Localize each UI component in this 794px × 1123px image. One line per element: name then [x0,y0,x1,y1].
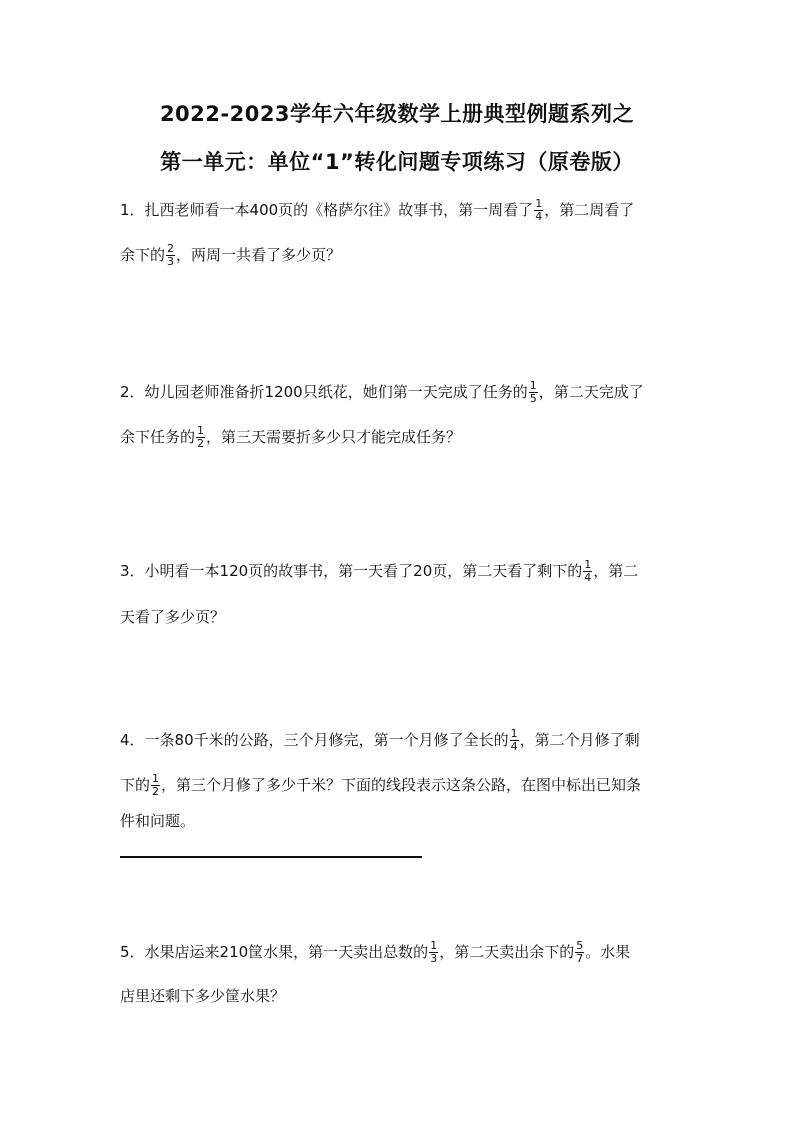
question-5-line-1: 5．水果店运来210筐水果，第一天卖出总数的 $\frac{1}{3}$ ，第二天卖出余下的 $\frac{5}{7}$ 。水果 [120,939,631,965]
question-5-line-2: 店里还剩下多少筐水果？ [120,987,286,1005]
question-2-line-1: 2．幼儿园老师准备折1200只纸花，她们第一天完成了任务的 $\frac{1}{5}$ ，第二天完成了 [120,379,644,405]
fraction: $\frac{5}{7}$ [576,939,584,965]
question-1-line-1: 1．扎西老师看一本400页的《格萨尔往》故事书，第一周看了 $\frac{1}{4}$ ，第二周看了 [120,197,635,223]
question-4-line-3: 件和问题。 [120,812,196,830]
question-4-line-1: 4．一条80千米的公路，三个月修完，第一个月修了全长的 $\frac{1}{4}$ ，第二个月修了剩 [120,727,640,753]
fraction: $\frac{1}{2}$ [152,772,160,798]
fraction: $\frac{2}{3}$ [167,242,175,268]
page-subtitle: 第一单元：单位“1”转化问题专项练习（原卷版） [160,150,634,174]
fraction: $\frac{1}{3}$ [430,939,438,965]
question-3-line-2: 天看了多少页？ [120,608,226,626]
question-1-line-2: 余下的 $\frac{2}{3}$ ，两周一共看了多少页？ [120,242,342,268]
fraction: $\frac{1}{4}$ [584,558,592,584]
road-line-segment [120,856,422,858]
fraction: $\frac{1}{2}$ [197,424,205,450]
page-title: 2022-2023学年六年级数学上册典型例题系列之 [159,102,635,126]
question-4-line-2: 下的 $\frac{1}{2}$ ，第三个月修了多少千米？下面的线段表示这条公路，在图中标出已知条 [120,772,642,798]
question-2-line-2: 余下任务的 $\frac{1}{2}$ ，第三天需要折多少只才能完成任务？ [120,424,462,450]
fraction: $\frac{1}{4}$ [535,197,543,223]
fraction: $\frac{1}{5}$ [529,379,537,405]
question-3-line-1: 3．小明看一本120页的故事书，第一天看了20页，第二天看了剩下的 $\frac{1}{4}$ ，第二 [120,558,639,584]
fraction: $\frac{1}{4}$ [510,727,518,753]
